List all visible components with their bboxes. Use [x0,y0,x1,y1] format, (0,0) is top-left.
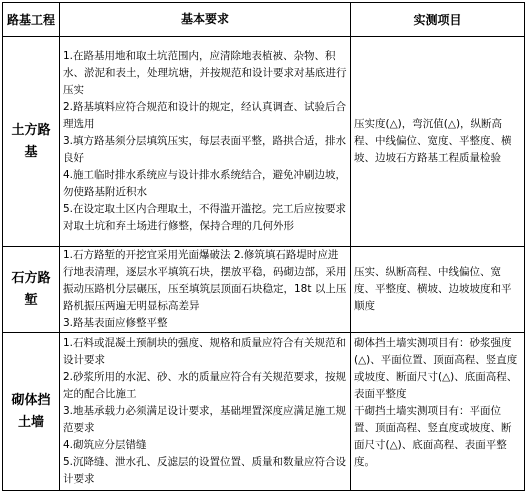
requirement-item: 1.在路基用地和取土坑范围内，应清除地表植被、杂物、积水、淤泥和表土，处理坑塘，并按规范和设计要求对基底进行压实 [63,50,347,96]
row-project: 土方路基 [3,37,60,247]
table-row [3,37,525,247]
table-row [3,247,525,333]
row-requirements [60,333,351,491]
row-project: 石方路堑 [3,247,60,333]
row-requirements [60,37,351,247]
requirement-item: 3.路基表面应修整平整 [63,317,168,329]
header-requirements: 基本要求 [60,3,351,37]
requirement-item: 5.沉降缝、泄水孔、反滤层的设置位置、质量和数量应符合设计要求 [63,456,347,485]
row-items: 砌体挡土墙实测项目有：砂浆强度(△)、平面位置、顶面高程、竖直度或坡度、断面尺寸(△)、底面高程、表面平整度 干砌挡土墙实测项目有：平面位置、顶面高程、竖直度或坡度、断面尺寸(△)、底面高程、表面平整度。 [351,333,525,491]
header-items: 实测项目 [351,3,525,37]
header-project: 路基工程 [3,3,60,37]
requirement-item: 3.填方路基须分层填筑压实，每层表面平整，路拱合适，排水良好 [63,135,347,164]
header-row [3,3,525,37]
requirement-item: 5.在设定取土区内合理取土，不得滥开滥挖。完工后应按要求对取土坑和弃土场进行修整，保持合理的几何外形 [63,203,347,232]
requirement-item: 4.砌筑应分层错缝 [63,439,147,451]
requirement-item: 4.施工临时排水系统应与设计排水系统结合，避免冲刷边坡，勿使路基附近积水 [63,169,347,198]
row-items: 压实、纵断高程、中线偏位、宽度、平整度、横坡、边坡坡度和平顺度 [351,247,525,333]
requirement-item: 1.石方路堑的开挖宜采用光面爆破法 2.修筑填石路堤时应进行地表清理，逐层水平填筑石块，摆放平稳，码砌边部，采用振动压路机分层碾压，压至填筑层顶面石块稳定，18t 以上压路机振压两遍无明显标高差异 [63,249,347,312]
requirement-item: 2.路基填料应符合规范和设计的规定，经认真调查、试验后合理选用 [63,101,347,130]
quality-table [2,2,525,491]
row-requirements [60,247,351,333]
requirement-item: 3.地基承载力必须满足设计要求，基础埋置深度应满足施工规范要求 [63,405,347,434]
row-project: 砌体挡土墙 [3,333,60,491]
requirement-item: 1.石料或混凝土预制块的强度、规格和质量应符合有关规范和设计要求 [63,337,347,366]
table-row [3,333,525,491]
row-items: 压实度(△)，弯沉值(△)，纵断高程、中线偏位、宽度、平整度、横坡、边坡石方路基工程质量检验 [351,37,525,247]
requirement-item: 2.砂浆所用的水泥、砂、水的质量应符合有关规范要求，按规定的配合比施工 [63,371,347,400]
